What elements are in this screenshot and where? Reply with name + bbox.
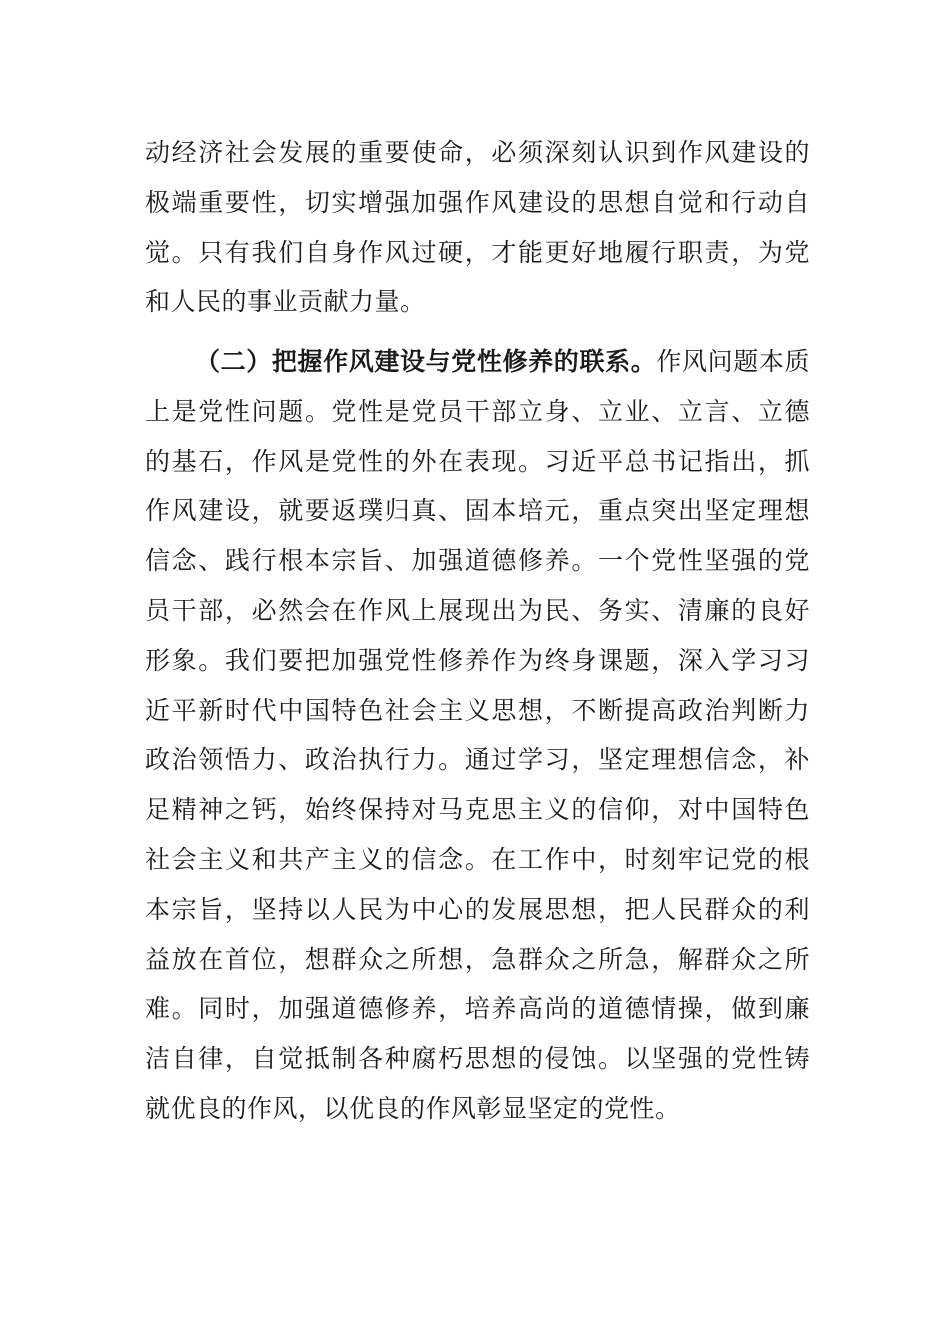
paragraph-2-line: 的基石，作风是党性的外在表现。习近平总书记指出，抓 — [145, 446, 810, 476]
paragraph-2-line: 社会主义和共产主义的信念。在工作中，时刻牢记党的根 — [145, 844, 810, 874]
paragraph-2-line: 员干部，必然会在作风上展现出为民、务实、清廉的良好 — [145, 595, 810, 625]
paragraph-2-first-line-text: 作风问题本质 — [656, 347, 810, 376]
paragraph-2-line: 难。同时，加强道德修养，培养高尚的道德情操，做到廉 — [145, 994, 810, 1024]
paragraph-2-first-line — [145, 337, 810, 387]
paragraph-2-line: 近平新时代中国特色社会主义思想，不断提高政治判断力 — [145, 695, 810, 725]
paragraph-2-line: 上是党性问题。党性是党员干部立身、立业、立言、立德 — [145, 396, 810, 426]
paragraph-2-line: 洁自律，自觉抵制各种腐朽思想的侵蚀。以坚强的党性铸 — [145, 1044, 810, 1074]
paragraph-1 — [145, 128, 810, 327]
paragraph-2-line: 作风建设，就要返璞归真、固本培元，重点突出坚定理想 — [145, 496, 810, 526]
paragraph-2-line: 信念、践行根本宗旨、加强道德修养。一个党性坚强的党 — [145, 546, 810, 576]
paragraph-1-line: 极端重要性，切实增强加强作风建设的思想自觉和行动自 — [145, 187, 810, 217]
paragraph-1-line: 动经济社会发展的重要使命，必须深刻认识到作风建设的 — [145, 138, 810, 167]
paragraph-2-line: 本宗旨，坚持以人民为中心的发展思想，把人民群众的利 — [145, 894, 810, 924]
paragraph-2-line: 形象。我们要把加强党性修养作为终身课题，深入学习习 — [145, 645, 810, 675]
section-heading: （二）把握作风建设与党性修养的联系。 — [195, 347, 657, 376]
paragraph-2-line: 足精神之钙，始终保持对马克思主义的信仰，对中国特色 — [145, 795, 810, 825]
paragraph-1-line: 觉。只有我们自身作风过硬，才能更好地履行职责，为党 — [145, 237, 810, 267]
paragraph-2-line: 益放在首位，想群众之所想，急群众之所急，解群众之所 — [145, 944, 810, 974]
paragraph-2-line: 政治领悟力、政治执行力。通过学习，坚定理想信念，补 — [145, 745, 810, 775]
paragraph-2-line: 就优良的作风，以优良的作风彰显坚定的党性。 — [145, 1093, 681, 1123]
paragraph-1-line: 和人民的事业贡献力量。 — [145, 287, 426, 317]
paragraph-2 — [145, 337, 810, 1134]
